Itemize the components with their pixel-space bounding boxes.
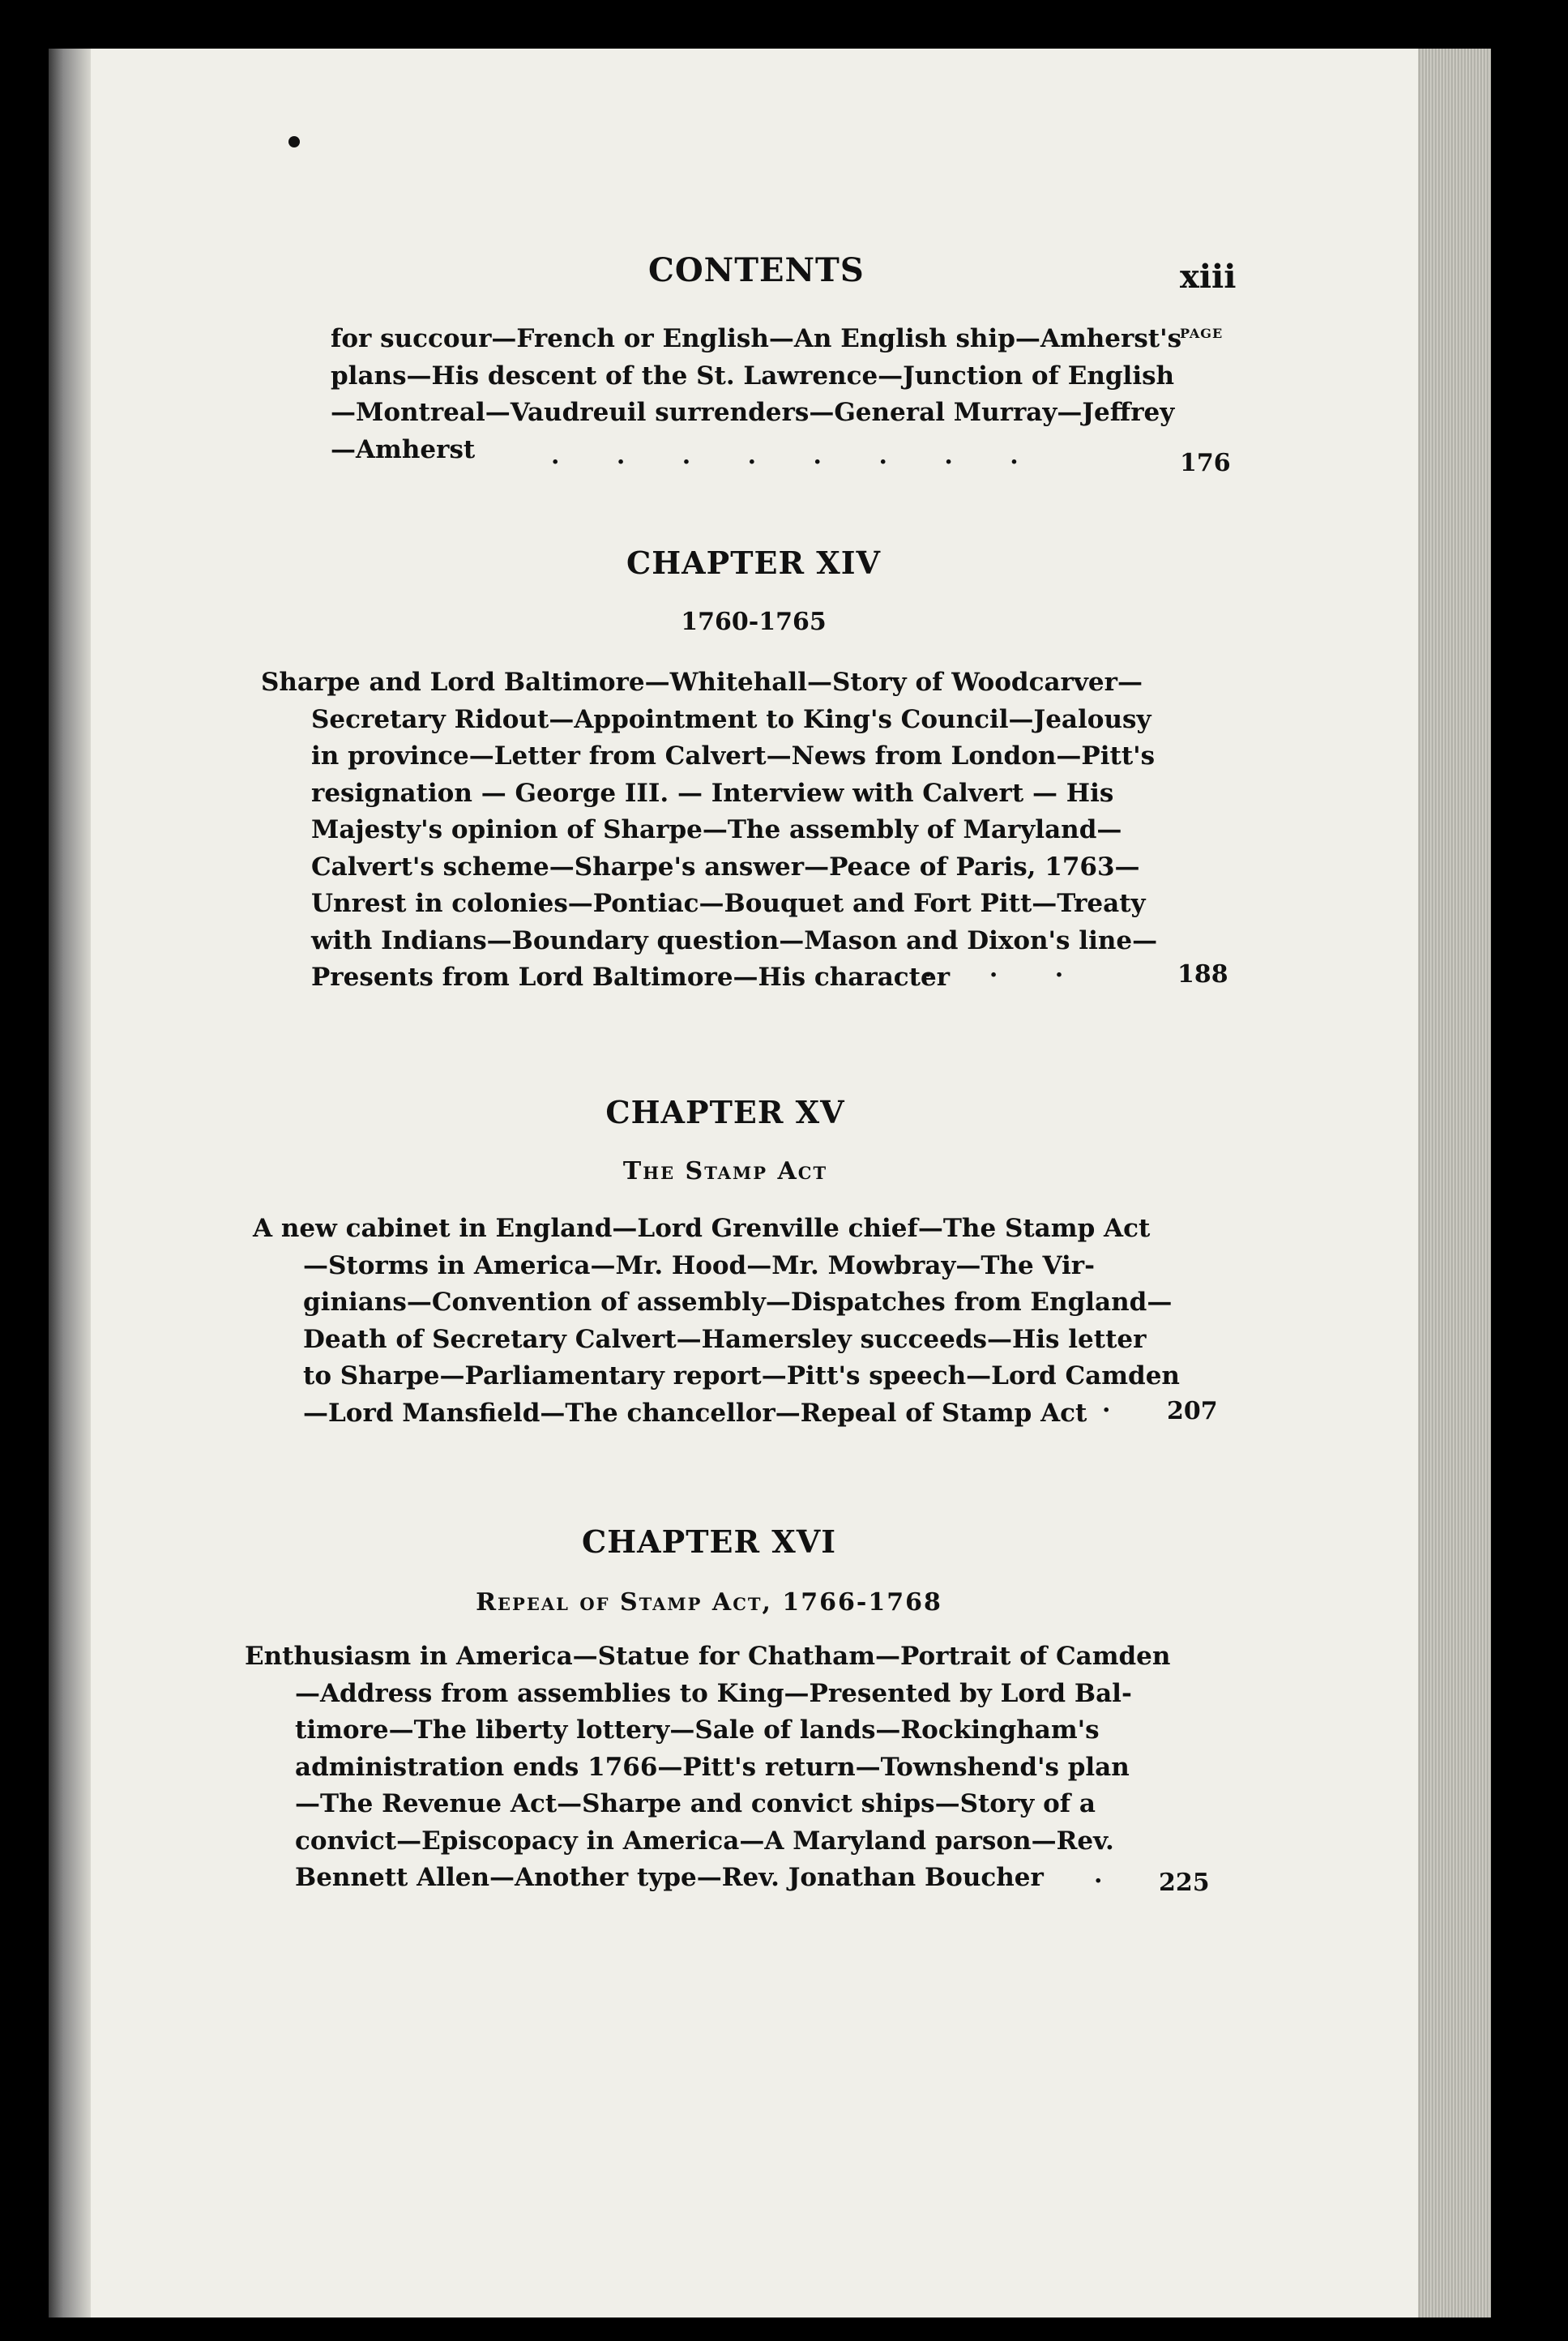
running-head xyxy=(49,251,1491,300)
toc-entry-line: Sharpe and Lord Baltimore—Whitehall—Story of Woodcarver— xyxy=(261,668,1143,697)
toc-entry-line: timore—The liberty lottery—Sale of lands—Rockingham's xyxy=(295,1715,1100,1745)
toc-entry xyxy=(261,664,1160,997)
toc-entry xyxy=(253,1211,1180,1432)
toc-entry-line: Unrest in colonies—Pontiac—Bouquet and Fort Pitt—Treaty xyxy=(311,889,1146,918)
toc-entry-line: —Storms in America—Mr. Hood—Mr. Mowbray—The Vir- xyxy=(303,1250,1095,1280)
toc-entry-line: —Lord Mansfield—The chancellor—Repeal of Stamp Act xyxy=(303,1398,1087,1428)
toc-entry xyxy=(245,1638,1171,1897)
toc-page-number: 176 xyxy=(1180,449,1231,477)
toc-entry-line: Enthusiasm in America—Statue for Chatham—Portrait of Camden xyxy=(245,1642,1171,1671)
dot-leaders: . xyxy=(1094,1860,1127,1889)
dot-leaders: . xyxy=(1102,1390,1135,1418)
chapter-subtitle: Repeal of Stamp Act, 1766-1768 xyxy=(476,1588,942,1617)
toc-entry-line: Presents from Lord Baltimore—His character xyxy=(311,963,951,992)
toc-entry-line: ginians—Convention of assembly—Dispatches from England— xyxy=(303,1288,1173,1317)
toc-entry-line: Bennett Allen—Another type—Rev. Jonathan Boucher xyxy=(295,1863,1044,1892)
toc-page-number: 188 xyxy=(1177,960,1228,989)
ink-spot xyxy=(288,136,300,147)
toc-entry-line: —Address from assemblies to King—Presented by Lord Bal- xyxy=(295,1678,1132,1708)
chapter-heading: CHAPTER XV xyxy=(605,1094,845,1130)
toc-entry-line: Calvert's scheme—Sharpe's answer—Peace of Paris, 1763— xyxy=(311,852,1140,882)
toc-entry-line: with Indians—Boundary question—Mason and Dixon's line— xyxy=(311,925,1158,955)
toc-entry-line: convict—Episcopacy in America—A Maryland parson—Rev. xyxy=(295,1826,1114,1856)
chapter-heading: CHAPTER XIV xyxy=(626,545,881,581)
toc-entry-line: —Amherst xyxy=(331,434,476,464)
toc-page-number: 207 xyxy=(1167,1397,1218,1425)
running-head-title: CONTENTS xyxy=(648,251,865,289)
page-folio: xiii xyxy=(1180,258,1237,296)
toc-entry-line: to Sharpe—Parliamentary report—Pitt's speech—Lord Camden xyxy=(303,1361,1180,1391)
chapter-subtitle: The Stamp Act xyxy=(622,1157,828,1185)
toc-entry-line: Death of Secretary Calvert—Hamersley succeeds—His letter xyxy=(303,1324,1147,1354)
toc-entry-line: —The Revenue Act—Sharpe and convict ships—Story of a xyxy=(295,1789,1096,1818)
toc-entry-line: plans—His descent of the St. Lawrence—Junction of English xyxy=(331,361,1175,391)
toc-entry-line: for succour—French or English—An English ship—Amherst's xyxy=(331,324,1182,353)
chapter-subtitle: 1760-1765 xyxy=(681,608,827,636)
toc-entry-line: Majesty's opinion of Sharpe—The assembly of Maryland— xyxy=(311,815,1122,844)
toc-entry-line: resignation — George III. — Interview with Calvert — His xyxy=(311,778,1114,808)
page-column-label: PAGE xyxy=(1180,326,1224,341)
toc-entry-line: —Montreal—Vaudreuil surrenders—General Murray—Jeffrey xyxy=(331,398,1175,427)
chapter-heading: CHAPTER XVI xyxy=(582,1523,836,1560)
book-page xyxy=(49,49,1491,2318)
toc-entry-line: A new cabinet in England—Lord Grenville chief—The Stamp Act xyxy=(253,1214,1151,1243)
dot-leaders: . . . . . . . . xyxy=(551,442,1043,470)
toc-entry-line: Secretary Ridout—Appointment to King's Council—Jealousy xyxy=(311,704,1151,734)
toc-page-number: 225 xyxy=(1159,1869,1210,1897)
toc-entry-line: in province—Letter from Calvert—News from London—Pitt's xyxy=(311,741,1156,771)
dot-leaders: . . . xyxy=(924,955,1088,983)
toc-entry-line: administration ends 1766—Pitt's return—Townshend's plan xyxy=(295,1752,1130,1782)
